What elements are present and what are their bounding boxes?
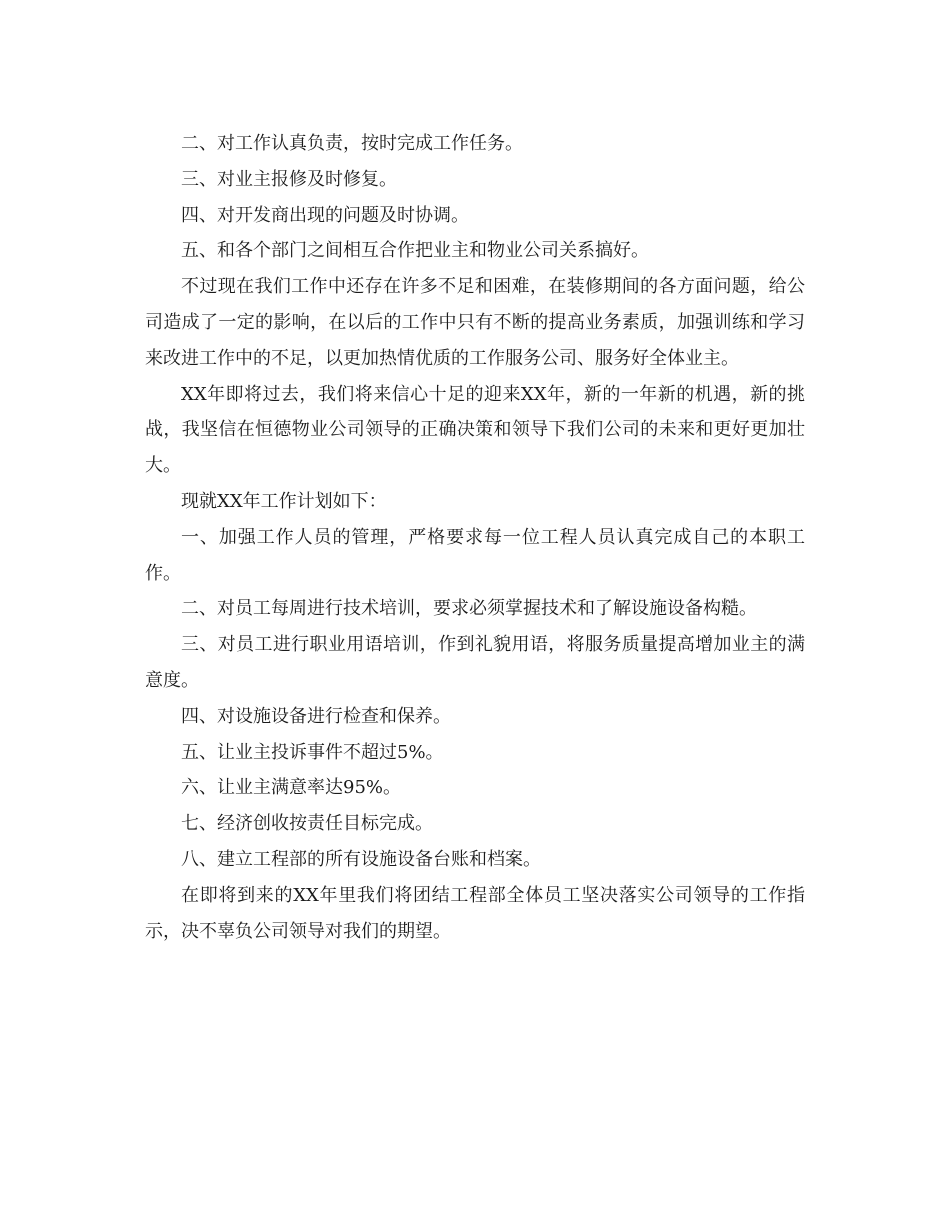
paragraph-6: XX年即将过去，我们将来信心十足的迎来XX年，新的一年新的机遇，新的挑战，我坚信在恒德物业公司领导的正确决策和领导下我们公司的未来和更好更加壮大。 xyxy=(145,383,805,477)
paragraph-14: 七、经济创收按责任目标完成。 xyxy=(181,813,433,835)
paragraph-10: 三、对员工进行职业用语培训，作到礼貌用语，将服务质量提高增加业主的满意度。 xyxy=(145,634,805,691)
paragraph-7: 现就XX年工作计划如下： xyxy=(181,490,387,512)
paragraph-8: 一、加强工作人员的管理，严格要求每一位工程人员认真完成自己的本职工作。 xyxy=(145,526,805,584)
paragraph-16: 在即将到来的XX年里我们将团结工程部全体员工坚决落实公司领导的工作指示，决不辜负公司领导对我们的期望。 xyxy=(145,884,805,942)
paragraph-1: 二、对工作认真负责，按时完成工作任务。 xyxy=(181,133,523,154)
paragraph-13: 六、让业主满意率达95%。 xyxy=(181,777,402,799)
paragraph-2: 三、对业主报修及时修复。 xyxy=(181,168,397,190)
paragraph-3: 四、对开发商出现的问题及时协调。 xyxy=(181,204,469,226)
paragraph-11: 四、对设施设备进行检查和保养。 xyxy=(181,705,451,727)
paragraph-4: 五、和各个部门之间相互合作把业主和物业公司关系搞好。 xyxy=(181,240,649,262)
paragraph-12: 五、让业主投诉事件不超过5%。 xyxy=(181,741,444,763)
paragraph-9: 二、对员工每周进行技术培训，要求必须掌握技术和了解设施设备构糙。 xyxy=(181,598,757,620)
paragraph-15: 八、建立工程部的所有设施设备台账和档案。 xyxy=(181,848,541,870)
document-body xyxy=(145,126,805,949)
paragraph-5: 不过现在我们工作中还存在许多不足和困难，在装修期间的各方面问题，给公司造成了一定的影响，在以后的工作中只有不断的提高业务素质，加强训练和学习来改进工作中的不足，以更加热情优质的工作服务公司、服务好全体业主。 xyxy=(145,276,805,369)
